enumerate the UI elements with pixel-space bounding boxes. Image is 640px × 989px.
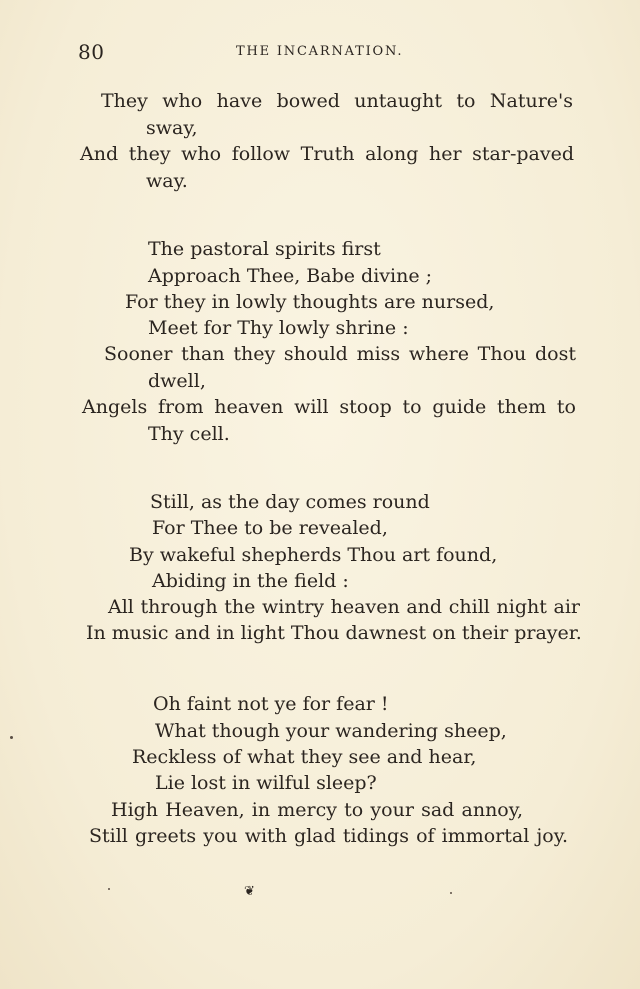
verse-line: Approach Thee, Babe divine ; — [148, 265, 432, 287]
verse-line: What though your wandering sheep, — [155, 720, 507, 742]
verse-line: Thy cell. — [148, 423, 230, 445]
paper-speck — [450, 892, 452, 894]
verse-line: All through the wintry heaven and chill night air — [108, 596, 580, 618]
verse-line: The pastoral spirits first — [148, 238, 381, 260]
verse-line: Reckless of what they see and hear, — [132, 746, 477, 768]
verse-line: Still, as the day comes round — [150, 491, 430, 513]
verse-line: sway, — [146, 117, 198, 139]
verse-line: And they who follow Truth along her star-paved — [80, 143, 574, 165]
page-number: 80 — [78, 40, 105, 64]
verse-line: Still greets you with glad tidings of immortal joy. — [89, 825, 568, 847]
verse-line: Abiding in the field : — [152, 570, 349, 592]
verse-line: way. — [146, 170, 188, 192]
verse-line: By wakeful shepherds Thou art found, — [129, 544, 498, 566]
verse-line: For Thee to be revealed, — [152, 517, 388, 539]
verse-line: Oh faint not ye for fear ! — [153, 693, 389, 715]
paper-speck — [108, 888, 110, 890]
verse-line: Meet for Thy lowly shrine : — [148, 317, 409, 339]
ornament-icon: ❦ — [244, 884, 255, 899]
paper-speck — [10, 736, 13, 739]
verse-line: For they in lowly thoughts are nursed, — [125, 291, 495, 313]
verse-line: In music and in light Thou dawnest on their prayer. — [86, 622, 582, 644]
verse-line: Angels from heaven will stoop to guide them to — [82, 396, 576, 418]
verse-line: dwell, — [148, 370, 206, 392]
verse-line: Sooner than they should miss where Thou dost — [104, 343, 576, 365]
verse-line: Lie lost in wilful sleep? — [155, 772, 377, 794]
verse-line: They who have bowed untaught to Nature's — [101, 90, 573, 112]
verse-line: High Heaven, in mercy to your sad annoy, — [111, 799, 523, 821]
running-title: THE INCARNATION. — [236, 44, 404, 59]
page-header — [0, 40, 640, 70]
